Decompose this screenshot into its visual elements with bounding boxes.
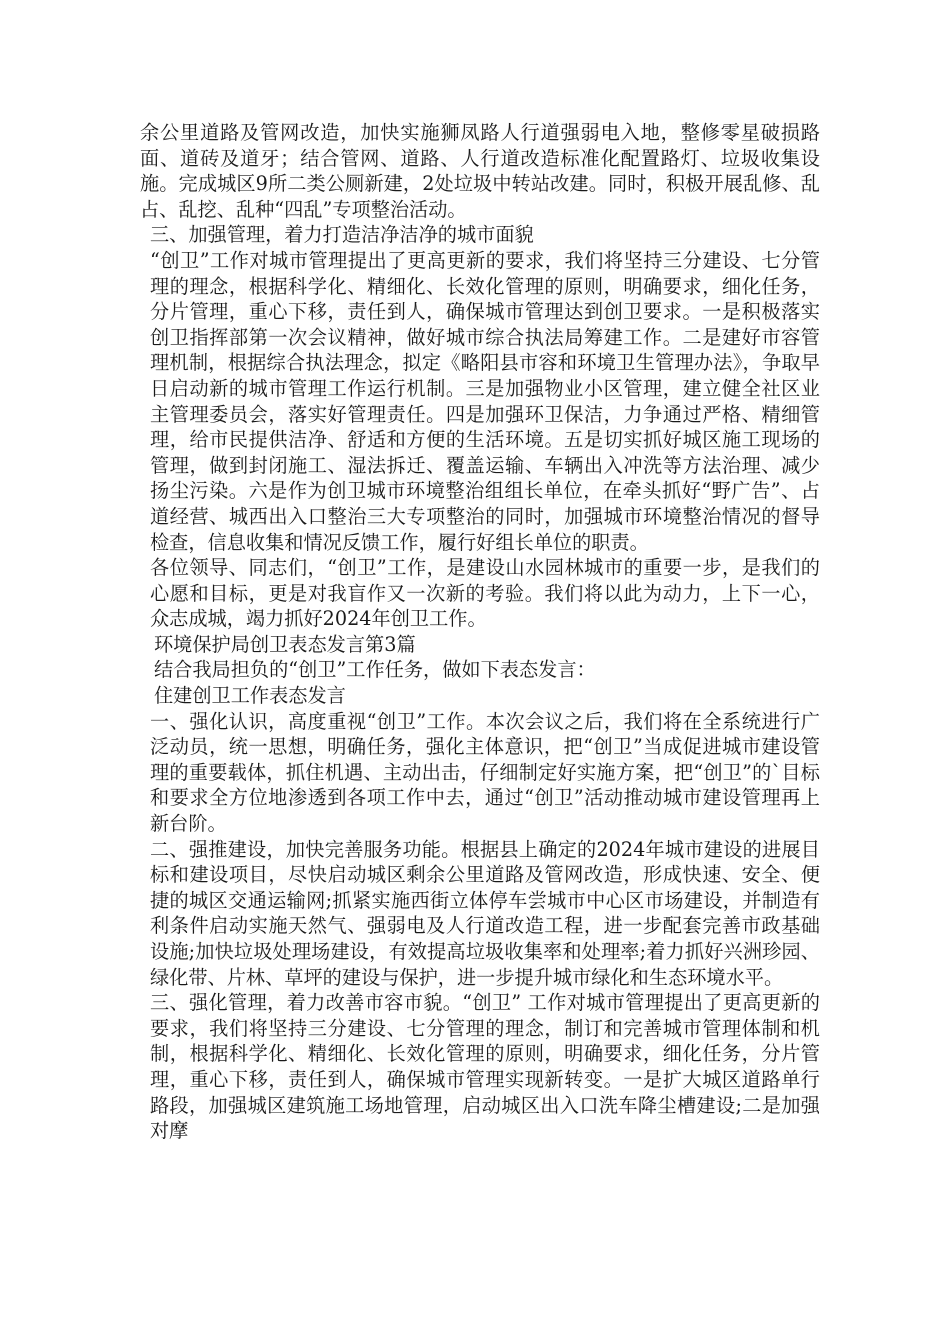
paragraph-management: “创卫”工作对城市管理提出了更高更新的要求，我们将坚持三分建设、七分管理的理念，根据科学化、精细化、长效化管理的原则，明确要求，细化任务，分片管理，重心下移，责任到人，确保城市管理达到创卫要求。一是积极落实创卫指挥部第一次会议精神，做好城市综合执法局筹建工作。二是建好市容管理机制，根据综合执法理念，拟定《略阳县市容和环境卫生管理办法》，争取早日启动新的城市管理工作运行机制。三是加强物业小区管理，建立健全社区业主管理委员会，落实好管理责任。四是加强环卫保洁，力争通过严格、精细管理，给市民提供洁净、舒适和方便的生活环境。五是切实抓好城区施工现场的管理，做到封闭施工、湿法拆迁、覆盖运输、车辆出入冲洗等方法治理、减少扬尘污染。六是作为创卫城市环境整治组组长单位，在牵头抓好“野广告”、占道经营、城西出入口整治三大专项整治的同时，加强城市环境整治情况的督导检查，信息收集和情况反馈工作，履行好组长单位的职责。	[150, 248, 820, 554]
paragraph-closing: 各位领导、同志们，“创卫”工作，是建设山水园林城市的重要一步，是我们的心愿和目标，更是对我盲作又一次新的考验。我们将以此为动力，上下一心，众志成城，竭力抓好2024年创卫工作。	[150, 556, 820, 631]
article-subtitle: 住建创卫工作表态发言	[154, 684, 346, 708]
article-title: 环境保护局创卫表态发言第3篇	[154, 632, 416, 656]
paragraph-intro: 结合我局担负的“创卫”工作任务，做如下表态发言：	[154, 658, 596, 682]
paragraph-point-2: 二、强推建设，加快完善服务功能。根据县上确定的2024年城市建设的进展目标和建设项目，尽快启动城区剩余公里道路及管网改造，形成快速、安全、便捷的城区交通运输网;抓紧实施西街立体停车尝城市中心区市场建设，并制造有利条件启动实施天然气、强弱电及人行道改造工程，进一步配套完善市政基础设施;加快垃圾处理场建设，有效提高垃圾收集率和处理率;着力抓好兴洲珍园、绿化带、片林、草坪的建设与保护，进一步提升城市绿化和生态环境水平。	[150, 837, 820, 989]
document-body	[140, 120, 820, 1144]
paragraph-point-1: 一、强化认识，高度重视“创卫”工作。本次会议之后，我们将在全系统进行广泛动员，统一思想，明确任务，强化主体意识，把“创卫”当成促进城市建设管理的重要载体，抓住机遇、主动出击，仔细制定好实施方案，把“创卫”的`目标和要求全方位地渗透到各项工作中去，通过“创卫”活动推动城市建设管理再上新台阶。	[150, 709, 820, 836]
paragraph-point-3: 三、强化管理，着力改善市容市貌。“创卫” 工作对城市管理提出了更高更新的要求，我们将坚持三分建设、七分管理的理念，制订和完善城市管理体制和机制，根据科学化、精细化、长效化管理的原则，明确要求，细化任务，分片管理，重心下移，责任到人，确保城市管理实现新转变。一是扩大城区道路单行路段，加强城区建筑施工场地管理，启动城区出入口洗车降尘槽建设;二是加强对摩	[150, 991, 820, 1143]
section-heading-3: 三、加强管理，着力打造洁净洁净的城市面貌	[150, 223, 534, 247]
paragraph-continued: 余公里道路及管网改造，加快实施狮凤路人行道强弱电入地，整修零星破损路面、道砖及道牙；结合管网、道路、人行道改造标准化配置路灯、垃圾收集设施。完成城区9所二类公厕新建，2处垃圾中转站改建。同时，积极开展乱修、乱占、乱挖、乱种“四乱”专项整治活动。	[140, 121, 820, 221]
